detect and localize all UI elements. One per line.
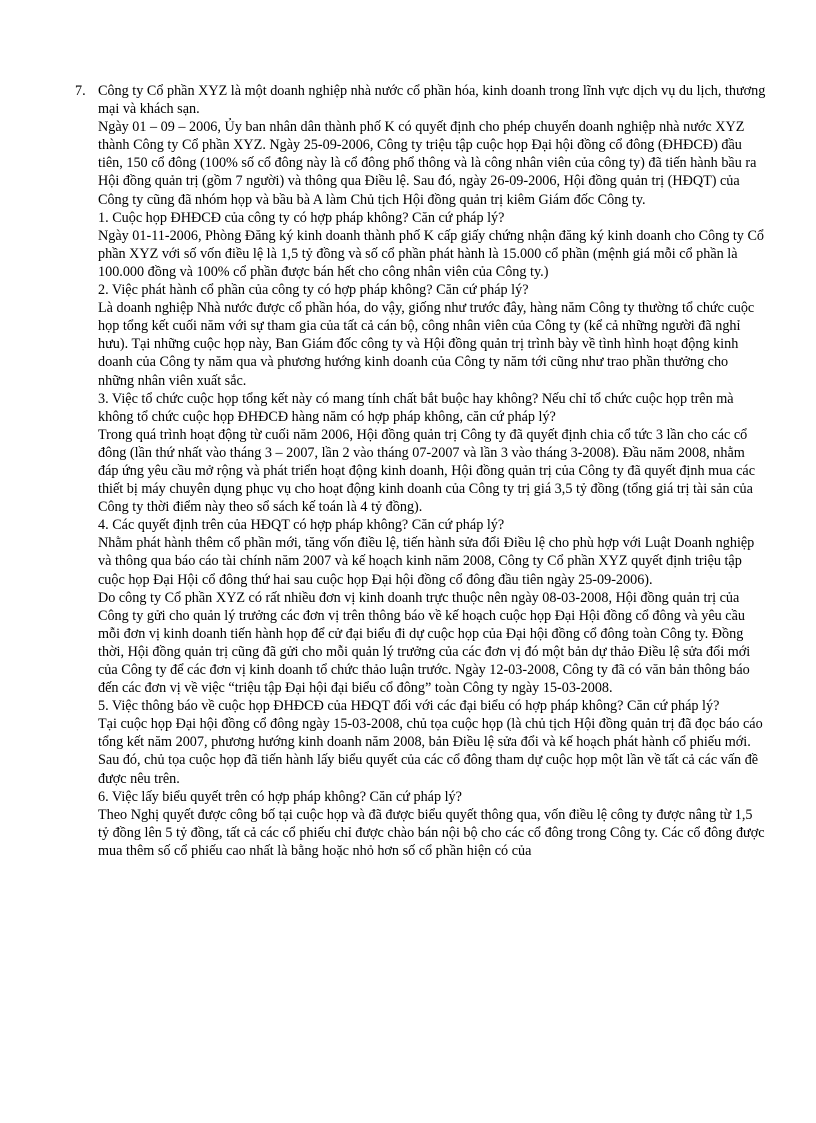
question-5: 5. Việc thông báo về cuộc họp ĐHĐCĐ của HĐQT đối với các đại biểu có hợp pháp không? Căn cứ pháp lý? [98, 698, 720, 715]
case-paragraph: Tại cuộc họp Đại hội đồng cổ đông ngày 15-03-2008, chủ tọa cuộc họp (là chủ tịch Hội đồng quản trị đã đọc báo cáo tổng kết năm 2007, phương hướng kinh doanh năm 2008, bản Điều lệ sửa đổi và kế hoạch phát hành cổ phiếu mới. Sau đó, chủ tọa cuộc họp đã tiến hành lấy biểu quyết của các cổ đông tham dự cuộc họp một lần về tất cả các vấn đề được nêu trên. [98, 716, 763, 787]
case-paragraph: Do công ty Cổ phần XYZ có rất nhiều đơn vị kinh doanh trực thuộc nên ngày 08-03-2008, Hội đồng quản trị của Công ty gửi cho quản lý trưởng các đơn vị trên thông báo về kế hoạch cuộc họp Đại Hội đồng cổ đông và yêu cầu mỗi đơn vị kinh doanh tiến hành họp để cử đại biểu đi dự cuộc họp của Đại hội đồng cổ đông toàn Công ty. Đồng thời, Hội đồng quản trị cũng đã gửi cho mỗi quản lý trưởng của các đơn vị đó một bản dự thảo Điều lệ sửa đổi mới của Công ty để các đơn vị kinh doanh tổ chức thảo luận trước. Ngày 12-03-2008, Công ty đã có văn bản thông báo đến các đơn vị về việc “triệu tập Đại hội đại biểu cổ đông” toàn Công ty ngày 15-03-2008. [98, 589, 751, 697]
document-body [98, 82, 766, 860]
case-paragraph: Theo Nghị quyết được công bố tại cuộc họp và đã được biểu quyết thông qua, vốn điều lệ công ty được nâng từ 1,5 tỷ đồng lên 5 tỷ đồng, tất cả các cổ phiếu chỉ được chào bán nội bộ cho các cổ đông trong Công ty. Các cổ đông được mua thêm số cổ phiếu cao nhất là bằng hoặc nhỏ hơn số cổ phần hiện có của [98, 806, 765, 859]
question-6: 6. Việc lấy biểu quyết trên có hợp pháp không? Căn cứ pháp lý? [98, 788, 462, 805]
case-paragraph: Ngày 01 – 09 – 2006, Ủy ban nhân dân thành phố K có quyết định cho phép chuyển doanh nghiệp nhà nước XYZ thành Công ty Cổ phần XYZ. Ngày 25-09-2006, Công ty triệu tập cuộc họp Đại hội đồng cổ đông (ĐHĐCĐ) đầu tiên, 150 cổ đông (100% số cổ đông này là cổ đông phổ thông và là công nhân viên của công ty) đã tiến hành bầu ra Hội đồng quản trị (gồm 7 người) và thông qua Điều lệ. Sau đó, ngày 26-09-2006, Hội đồng quản trị (HĐQT) của Công ty cũng đã nhóm họp và bầu bà A làm Chủ tịch Hội đồng quản trị kiêm Giám đốc Công ty. [98, 119, 757, 208]
item-number: 7. [75, 83, 86, 99]
case-paragraph: Là doanh nghiệp Nhà nước được cổ phần hóa, do vậy, giống như trước đây, hàng năm Công ty thường tổ chức cuộc họp tổng kết cuối năm với sự tham gia của tất cả cán bộ, công nhân viên của Công ty (kể cả những người đã nghỉ hưu). Tại những cuộc họp này, Ban Giám đốc công ty và Hội đồng quản trị trình bày về tình hình hoạt động kinh doanh của Công ty năm qua và phương hướng kinh doanh của Công ty năm tới cũng như trao phần thưởng cho những nhân viên xuất sắc. [98, 300, 755, 389]
intro-paragraph: Công ty Cổ phần XYZ là một doanh nghiệp nhà nước cổ phần hóa, kinh doanh trong lĩnh vực dịch vụ du lịch, thương mại và khách sạn. [98, 83, 766, 118]
case-paragraph: Trong quá trình hoạt động từ cuối năm 2006, Hội đồng quản trị Công ty đã quyết định chia cổ tức 3 lần cho các cổ đông (lần thứ nhất vào tháng 3 – 2007, lần 2 vào tháng 07-2007 và lần 3 vào tháng 3-2008). Đầu năm 2008, nhằm đáp ứng yêu cầu mở rộng và phát triển hoạt động kinh doanh, Hội đồng quản trị của Công ty đã quyết định mua các thiết bị máy chuyên dụng phục vụ cho hoạt động kinh doanh của Công ty trị giá 3,5 tỷ đồng (tổng giá trị tài sản của Công ty thời điểm này theo sổ sách kế toán là 4 tỷ đồng). [98, 426, 756, 516]
question-4: 4. Các quyết định trên của HĐQT có hợp pháp không? Căn cứ pháp lý? [98, 517, 505, 534]
case-paragraph: Ngày 01-11-2006, Phòng Đăng ký kinh doanh thành phố K cấp giấy chứng nhận đăng ký kinh doanh cho Công ty Cổ phần XYZ với số vốn điều lệ là 1,5 tỷ đồng và số cổ phần phát hành là 15.000 cổ phần (mệnh giá mỗi cổ phần là 100.000 đồng và 100% cổ phần được bán hết cho công nhân viên của Công ty.) [98, 227, 765, 280]
question-3: 3. Việc tổ chức cuộc họp tổng kết này có mang tính chất bắt buộc hay không? Nếu chỉ tổ chức cuộc họp trên mà không tổ chức cuộc họp ĐHĐCĐ hàng năm có hợp pháp không, căn cứ pháp lý? [98, 390, 734, 425]
question-2: 2. Việc phát hành cổ phần của công ty có hợp pháp không? Căn cứ pháp lý? [98, 282, 529, 299]
question-1: 1. Cuộc họp ĐHĐCĐ của công ty có hợp pháp không? Căn cứ pháp lý? [98, 209, 505, 226]
case-paragraph: Nhằm phát hành thêm cổ phần mới, tăng vốn điều lệ, tiến hành sửa đổi Điều lệ cho phù hợp với Luật Doanh nghiệp và thông qua báo cáo tài chính năm 2007 và kế hoạch kinh năm 2008, Công ty Cổ phần XYZ quyết định triệu tập cuộc họp Đại Hội cổ đông thứ hai sau cuộc họp Đại hội đồng cổ đông đầu tiên ngày 25-09-2006). [98, 535, 755, 588]
